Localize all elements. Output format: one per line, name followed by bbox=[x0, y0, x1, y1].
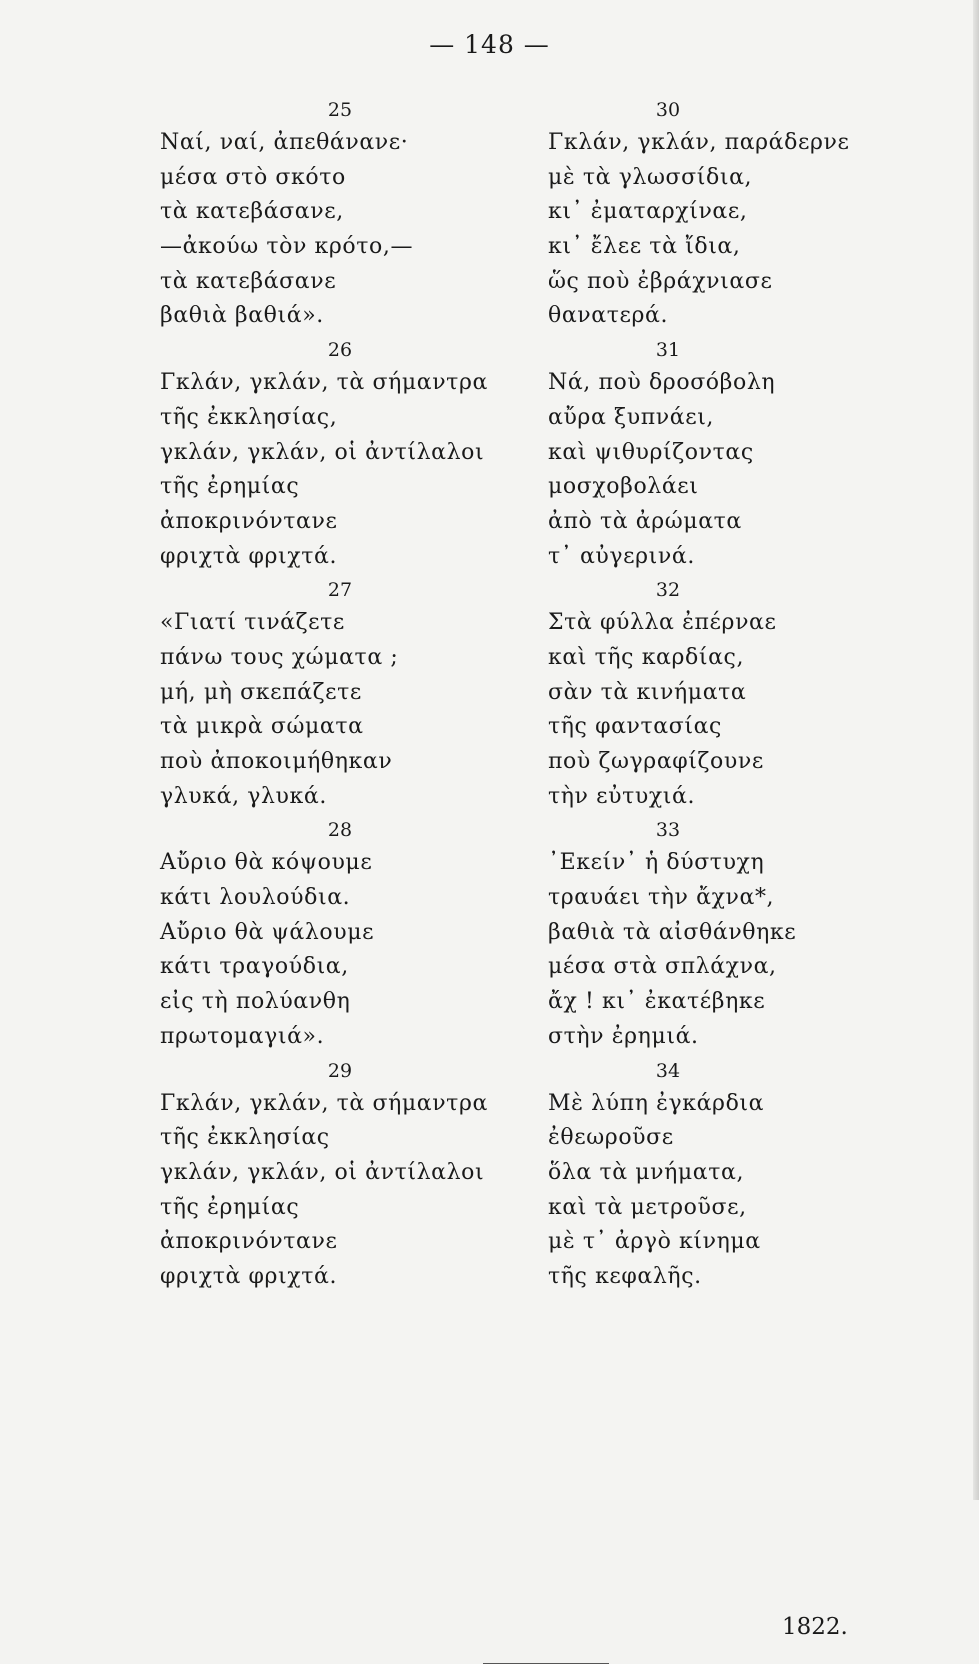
stanza-number: 34 bbox=[655, 1059, 681, 1082]
verse-line: τῆς φαντασίας bbox=[548, 714, 722, 740]
verse-line: ἐθεωροῦσε bbox=[548, 1125, 674, 1151]
stanza bbox=[548, 1055, 878, 1295]
verse-line: στὴν ἐρημιά. bbox=[548, 1023, 699, 1049]
stanza bbox=[160, 574, 520, 814]
stanza-number: 30 bbox=[655, 99, 681, 121]
stanza bbox=[548, 574, 878, 814]
stanza bbox=[548, 94, 878, 334]
verse-line: Μὲ λύπη ἐγκάρδια bbox=[548, 1090, 765, 1116]
verse-line: κι᾽ ἐματαρχίναε, bbox=[548, 199, 748, 225]
verse-line: μὲ τ᾽ ἀργὸ κίνημα bbox=[548, 1229, 761, 1255]
left-column bbox=[160, 94, 520, 1295]
verse-line: καὶ ψιθυρίζοντας bbox=[548, 439, 754, 465]
stanza-number: 31 bbox=[655, 339, 681, 362]
verse-line: καὶ τὰ μετροῦσε, bbox=[548, 1194, 747, 1220]
verse-line: τῆς ἐρημίας bbox=[160, 474, 300, 500]
verse-line: πρωτομαγιά». bbox=[160, 1023, 325, 1049]
verse-line: τὴν εὐτυχιά. bbox=[548, 783, 696, 809]
stanza bbox=[548, 814, 878, 1054]
verse-line: ὅλα τὰ μνήματα, bbox=[548, 1159, 745, 1185]
verse-line: ἀποκρινόντανε bbox=[160, 1229, 338, 1255]
stanza-number: 27 bbox=[327, 579, 353, 602]
verse-line: βαθιὰ βαθιά». bbox=[160, 303, 324, 329]
verse-line: ποὺ ζωγραφίζουνε bbox=[548, 749, 764, 774]
stanza bbox=[160, 94, 520, 334]
verse-line: τραυάει τὴν ἄχνα*, bbox=[548, 885, 775, 911]
verse-line: κάτι λουλούδια. bbox=[160, 885, 351, 911]
verse-line: αὔρα ξυπνάει, bbox=[548, 404, 715, 430]
verse-line: γκλάν, γκλάν, οἱ ἀντίλαλοι bbox=[160, 439, 485, 465]
verse-line: φριχτὰ φριχτά. bbox=[160, 1263, 338, 1289]
verse-line: μέσα στὸ σκότο bbox=[160, 164, 346, 190]
end-date: 1822. bbox=[782, 1614, 848, 1640]
verse-line: ἀποκρινόντανε bbox=[160, 508, 338, 534]
verse-line: γλυκά, γλυκά. bbox=[160, 783, 327, 809]
stanza bbox=[160, 334, 520, 574]
verse-line: τὰ μικρὰ σώματα bbox=[160, 714, 364, 740]
verse-line: τὰ κατεβάσανε bbox=[160, 268, 337, 294]
verse-line: Γκλάν, γκλάν, τὰ σήμαντρα bbox=[160, 1090, 488, 1116]
verse-line: τῆς ἐκκλησίας, bbox=[160, 404, 338, 430]
verse-line: εἰς τὴ πολύανθη bbox=[160, 989, 351, 1015]
page-number: — 148 — bbox=[429, 30, 550, 59]
verse-line: ἄχ ! κι᾽ ἐκατέβηκε bbox=[548, 989, 766, 1015]
verse-line: σὰν τὰ κινήματα bbox=[548, 679, 747, 705]
verse-line: μὲ τὰ γλωσσίδια, bbox=[548, 164, 753, 190]
verse-line: πάνω τους χώματα ; bbox=[160, 644, 399, 670]
verse-line: τῆς κεφαλῆς. bbox=[548, 1263, 702, 1289]
verse-line: Νά, ποὺ δροσόβολη bbox=[548, 370, 776, 396]
verse-line: θανατερά. bbox=[548, 303, 669, 329]
verse-line: ὥς ποὺ ἐβράχνιασε bbox=[548, 268, 773, 294]
verse-line: Στὰ φύλλα ἐπέρναε bbox=[548, 610, 777, 636]
verse-line: «Γιατί τινάζετε bbox=[160, 610, 345, 636]
verse-line: κάτι τραγούδια, bbox=[160, 954, 349, 980]
verse-line: Αὔριο θὰ κόψουμε bbox=[160, 850, 373, 876]
verse-line: τῆς ἐκκλησίας bbox=[160, 1125, 330, 1151]
verse-line: τῆς ἐρημίας bbox=[160, 1194, 300, 1220]
verse-line: κι᾽ ἔλεε τὰ ἴδια, bbox=[548, 234, 741, 260]
verse-line: τ᾽ αὐγερινά. bbox=[548, 543, 695, 569]
verse-line: Αὔριο θὰ ψάλουμε bbox=[160, 919, 375, 945]
verse-line: τὰ κατεβάσανε, bbox=[160, 199, 344, 225]
verse-line: μοσχοβολάει bbox=[548, 474, 699, 500]
stanza bbox=[160, 1055, 520, 1295]
stanza bbox=[160, 814, 520, 1054]
verse-line: —ἀκούω τὸν κρότο,— bbox=[160, 234, 414, 260]
verse-line: ᾽Εκείν᾽ ἡ δύστυχη bbox=[548, 850, 765, 876]
stanza-number: 29 bbox=[327, 1059, 353, 1082]
verse-line: μέσα στὰ σπλάχνα, bbox=[548, 954, 777, 980]
page-edge bbox=[973, 0, 979, 1500]
stanza-number: 28 bbox=[327, 819, 353, 842]
verse-line: φριχτὰ φριχτά. bbox=[160, 543, 338, 569]
right-column bbox=[548, 94, 878, 1295]
stanza-number: 32 bbox=[655, 579, 681, 602]
verse-line: ἀπὸ τὰ ἀρώματα bbox=[548, 508, 742, 534]
verse-line: Γκλάν, γκλάν, τὰ σήμαντρα bbox=[160, 370, 488, 396]
verse-line: Ναί, ναί, ἀπεθάνανε· bbox=[160, 130, 409, 155]
stanza-number: 26 bbox=[327, 339, 353, 362]
verse-line: ποὺ ἀποκοιμήθηκαν bbox=[160, 749, 393, 774]
verse-line: καὶ τῆς καρδίας, bbox=[548, 644, 745, 670]
stanza-number: 25 bbox=[327, 99, 353, 121]
stanza bbox=[548, 334, 878, 574]
verse-line: γκλάν, γκλάν, οἱ ἀντίλαλοι bbox=[160, 1159, 485, 1185]
verse-line: βαθιὰ τὰ αἰσθάνθηκε bbox=[548, 919, 797, 945]
stanza-number: 33 bbox=[655, 819, 681, 842]
verse-line: μή, μὴ σκεπάζετε bbox=[160, 679, 362, 705]
verse-line: Γκλάν, γκλάν, παράδερνε bbox=[548, 130, 850, 155]
